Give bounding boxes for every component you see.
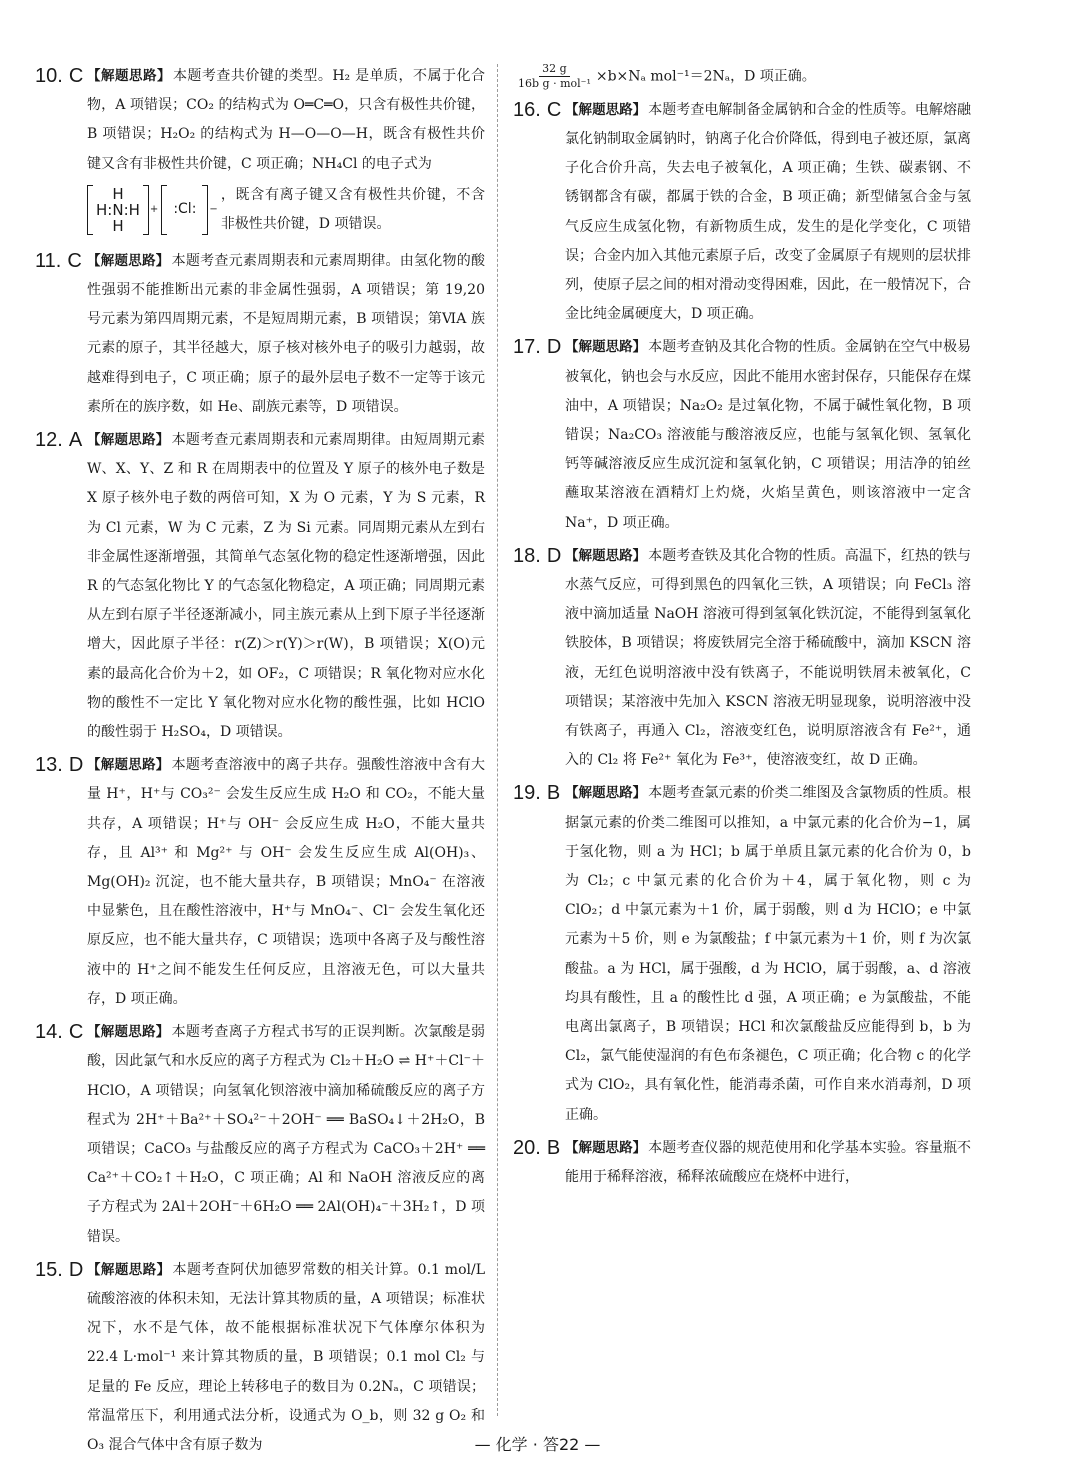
- question-number: 18. D: [513, 544, 562, 567]
- explanation-tag: 【解题思路】: [565, 1139, 647, 1156]
- question-number: 19. B: [513, 782, 561, 805]
- question-explanation: 【解题思路】 本题考查溶液中的离子共存。强酸性溶液中含有大量 H⁺，H⁺与 CO₃²⁻ 会发生反应生成 H₂O 和 CO₂，不能大量共存，A 项错误；H⁺与 OH⁻ 会反应生成 H₂O，不能大量共存，且 Al³⁺ 和 Mg²⁺ 与 OH⁻ 会发生反应生成 Al(OH)₃、Mg(OH)₂ 沉淀，也不能大量共存，B 项错误；MnO₄⁻ 在溶液中显紫色，且在酸性溶液中，H⁺与 MnO₄⁻、Cl⁻ 会发生氧化还原反应，也不能大量共存，C 项错误；选项中各离子及与酸性溶液中的 H⁺之间不能发生任何反应，且溶液无色，可以大量共存，D 项正确。: [87, 757, 486, 1007]
- question-explanation: 【解题思路】 本题考查阿伏加德罗常数的相关计算。0.1 mol/L 硫酸溶液的体积未知，无法计算其物质的量，A 项错误；标准状况下，水不是气体，故不能根据标准状况下气体摩尔体积为 22.4 L·mol⁻¹ 来计算其物质的量，B 项错误；0.1 mol Cl₂ 与足量的 Fe 反应，理论上转移电子的数目为 0.2Nₐ，C 项错误；常温常压下，利用通式法分析，设通式为 O_b，则 32 g O₂ 和 O₃ 混合气体中含有原子数为: [87, 1261, 485, 1453]
- answer-letter: D: [546, 336, 562, 359]
- explanation-tag: 【解题思路】: [87, 1024, 170, 1041]
- explanation-tag: 【解题思路】: [565, 785, 647, 802]
- page-footer: — 化学 · 答22 —: [474, 1435, 601, 1454]
- question-explanation: 【解题思路】 本题考查铁及其化合物的性质。高温下，红热的铁与水蒸气反应，可得到黑色的四氧化三铁，A 项错误；向 FeCl₃ 溶液中滴加适量 NaOH 溶液可得到氢氧化铁沉淀，不能得到氢氧化铁胶体，B 项错误；将废铁屑完全溶于稀硫酸中，滴加 KSCN 溶液，无红色说明溶液中没有铁离子，不能说明铁屑未被氧化，C 项错误；某溶液中先加入 KSCN 溶液无明显现象，说明溶液中没有铁离子，再通入 Cl₂，溶液变红色，说明原溶液含有 Fe²⁺，通入的 Cl₂ 将 Fe²⁺ 氧化为 Fe³⁺，使溶液变红，故 D 正确。: [565, 547, 972, 769]
- question-number: 17. D: [513, 336, 562, 359]
- question-number: 20. B: [513, 1136, 561, 1159]
- explanation-tag: 【解题思路】: [87, 1261, 171, 1278]
- question-explanation: 【解题思路】 本题考查元素周期表和元素周期律。由短周期元素 W、X、Y、Z 和 R 在周期表中的位置及 Y 原子的核外电子数是 X 原子核外电子数的两倍可知，X 为 O 元素，Y 为 S 元素，R 为 Cl 元素，W 为 C 元素，Z 为 Si 元素。同周期元素从左到右非金属性逐渐增强，其简单气态氢化物的稳定性逐渐增强，因此 R 的气态氢化物比 Y 的气态氢化物稳定，A 项正确；同周期元素从左到右原子半径逐渐减小，同主族元素从上到下原子半径逐渐增大，因此原子半径：r(Z)＞r(Y)＞r(W)，B 项错误；X(O)元素的最高化合价为＋2，如 OF₂，C 项错误；R 氧化物对应水化物的酸性不一定比 Y 氧化物对应水化物的酸性强，比如 HClO 的酸性弱于 H₂SO₄，D 项错误。: [87, 432, 486, 741]
- question-15: [35, 1256, 485, 1460]
- answer-letter: D: [68, 754, 84, 777]
- question-explanation: 【解题思路】 本题考查离子方程式书写的正误判断。次氯酸是弱酸，因此氯气和水反应的离子方程式为 Cl₂＋H₂O ⇌ H⁺＋Cl⁻＋HClO，A 项错误；向氢氧化钡溶液中滴加稀硫酸反应的离子方程式为 2H⁺＋Ba²⁺＋SO₄²⁻＋2OH⁻ ══ BaSO₄↓＋2H₂O，B 项错误；CaCO₃ 与盐酸反应的离子方程式为 CaCO₃＋2H⁺ ══ Ca²⁺＋CO₂↑＋H₂O，C 项正确；Al 和 NaOH 溶液反应的离子方程式为 2Al＋2OH⁻＋6H₂O ══ 2Al(OH)₄⁻＋3H₂↑，D 项错误。: [87, 1024, 486, 1245]
- answer-letter: B: [546, 782, 561, 805]
- explanation-tag: 【解题思路】: [87, 252, 170, 269]
- column-divider: [497, 64, 498, 1416]
- question-explanation: 【解题思路】 本题考查仪器的规范使用和化学基本实验。容量瓶不能用于稀释溶液，稀释浓硫酸应在烧杯中进行，: [565, 1139, 972, 1186]
- question-10: [35, 62, 485, 243]
- explanation-tag: 【解题思路】: [87, 757, 170, 774]
- answer-letter: C: [68, 65, 84, 87]
- explanation-tag: 【解题思路】: [87, 68, 171, 84]
- question-explanation: $\frac{32 g}{\text{16b g · mol⁻¹}}$ ×b×Nₐ mol⁻¹＝2Nₐ，D 项正确。: [513, 62, 971, 92]
- question-number: 12. A: [35, 429, 83, 452]
- question-20: [513, 1134, 971, 1192]
- fraction: $\frac{32 g}{\text{16b g · mol⁻¹}}$: [518, 62, 591, 90]
- question-11: [35, 247, 485, 422]
- left-column: [35, 62, 485, 1464]
- question-16: [513, 96, 971, 330]
- answer-letter: C: [68, 1021, 84, 1044]
- question-number: 11. C: [35, 249, 82, 272]
- explanation-tag: 【解题思路】: [87, 432, 170, 449]
- question-13: [35, 751, 485, 1014]
- question-explanation: 【解题思路】 本题考查氯元素的价类二维图及含氯物质的性质。根据氯元素的价类二维图可以推知，a 中氯元素的化合价为−1，属于氢化物，则 a 为 HCl；b 属于单质且氯元素的化合价为 0，b 为 Cl₂；c 中氯元素的化合价为＋4，属于氧化物，则 c 为 ClO₂；d 中氯元素为＋1 价，属于弱酸，则 d 为 HClO；e 中氯元素为＋5 价，则 e 为氯酸盐；f 中氯元素为＋1 价，则 f 为次氯酸盐。a 为 HCl，属于强酸，d 为 HClO，属于弱酸，a、d 溶液均具有酸性，且 a 的酸性比 d 强，A 项正确；e 为氯酸盐，不能电离出氯离子，B 项错误；HCl 和次氯酸盐反应能得到 b，b 为 Cl₂，氯气能使湿润的有色布条褪色，C 项正确；化合物 c 的化学式为 ClO₂，具有氧化性，能消毒杀菌，可作自来水消毒剂，D 项正确。: [565, 785, 972, 1123]
- answer-letter: D: [68, 1258, 84, 1281]
- question-19: [513, 779, 971, 1129]
- answer-letter: C: [546, 98, 562, 121]
- question-number: 14. C: [35, 1021, 84, 1044]
- nh4cl-electron-formula: H H :N: H H + :Cl: − ，既含有离子键又含有极性共价键，不含非极性共价键，D 项错误。: [87, 181, 485, 239]
- answer-letter: A: [68, 429, 83, 452]
- question-14: [35, 1018, 485, 1252]
- question-explanation: 【解题思路】 本题考查电解制备金属钠和合金的性质等。电解熔融氯化钠制取金属钠时，钠离子化合价降低，得到电子被还原，氯离子化合价升高，失去电子被氧化，A 项正确；生铁、碳素钢、不锈钢都含有碳，都属于铁的合金，B 项正确；新型储氢合金与氢气反应生成氢化物，有新物质生成，发生的是化学变化，C 项错误；合金内加入其他元素原子后，改变了金属原子有规则的层状排列，使原子层之间的相对滑动变得困难，因此，在一般情况下，合金比纯金属硬度大，D 项正确。: [565, 101, 972, 323]
- question-number: 15. D: [35, 1258, 84, 1281]
- answer-letter: D: [546, 544, 562, 567]
- question-15-continued: [513, 62, 971, 92]
- explanation-tag: 【解题思路】: [565, 547, 647, 564]
- question-explanation: 【解题思路】 本题考查共价键的类型。H₂ 是单质，不属于化合物，A 项错误；CO₂ 的结构式为 O═C═O，只含有极性共价键，B 项错误；H₂O₂ 的结构式为 H—O—O—H，既含有极性共价键又含有非极性共价键，C 项正确；NH₄Cl 的电子式为 H H :N: H H + :Cl: − ，既含有离子键又含有极性共价键，不含非极性共价键，D 项错误。: [87, 62, 485, 243]
- question-explanation: 【解题思路】 本题考查钠及其化合物的性质。金属钠在空气中极易被氧化，钠也会与水反应，因此不能用水密封保存，只能保存在煤油中，A 项错误；Na₂O₂ 是过氧化物，不属于碱性氧化物，B 项错误；Na₂CO₃ 溶液能与酸溶液反应，也能与氢氧化钡、氢氧化钙等碱溶液反应生成沉淀和氢氧化钠，C 项错误；用洁净的铂丝蘸取某溶液在酒精灯上灼烧，火焰呈黄色，则该溶液中一定含 Na⁺，D 项正确。: [565, 339, 972, 531]
- question-12: [35, 426, 485, 747]
- question-number: 16. C: [513, 98, 562, 121]
- question-18: [513, 542, 971, 776]
- answer-letter: B: [546, 1136, 561, 1159]
- explanation-tag: 【解题思路】: [565, 101, 647, 118]
- right-column: [513, 62, 971, 1196]
- explanation-tag: 【解题思路】: [565, 339, 647, 356]
- question-17: [513, 333, 971, 537]
- question-explanation: 【解题思路】 本题考查元素周期表和元素周期律。由氢化物的酸性强弱不能推断出元素的非金属性强弱，A 项错误；第 19,20 号元素为第四周期元素，不是短周期元素，B 项错误；第ⅥA 族元素的原子，其半径越大，原子核对核外电子的吸引力越弱，故越难得到电子，C 项正确；原子的最外层电子数不一定等于该元素所在的族序数，如 He、副族元素等，D 项错误。: [87, 252, 486, 415]
- answer-letter: C: [67, 249, 82, 272]
- question-number: 13. D: [35, 754, 84, 777]
- question-number: 10. C: [35, 65, 84, 87]
